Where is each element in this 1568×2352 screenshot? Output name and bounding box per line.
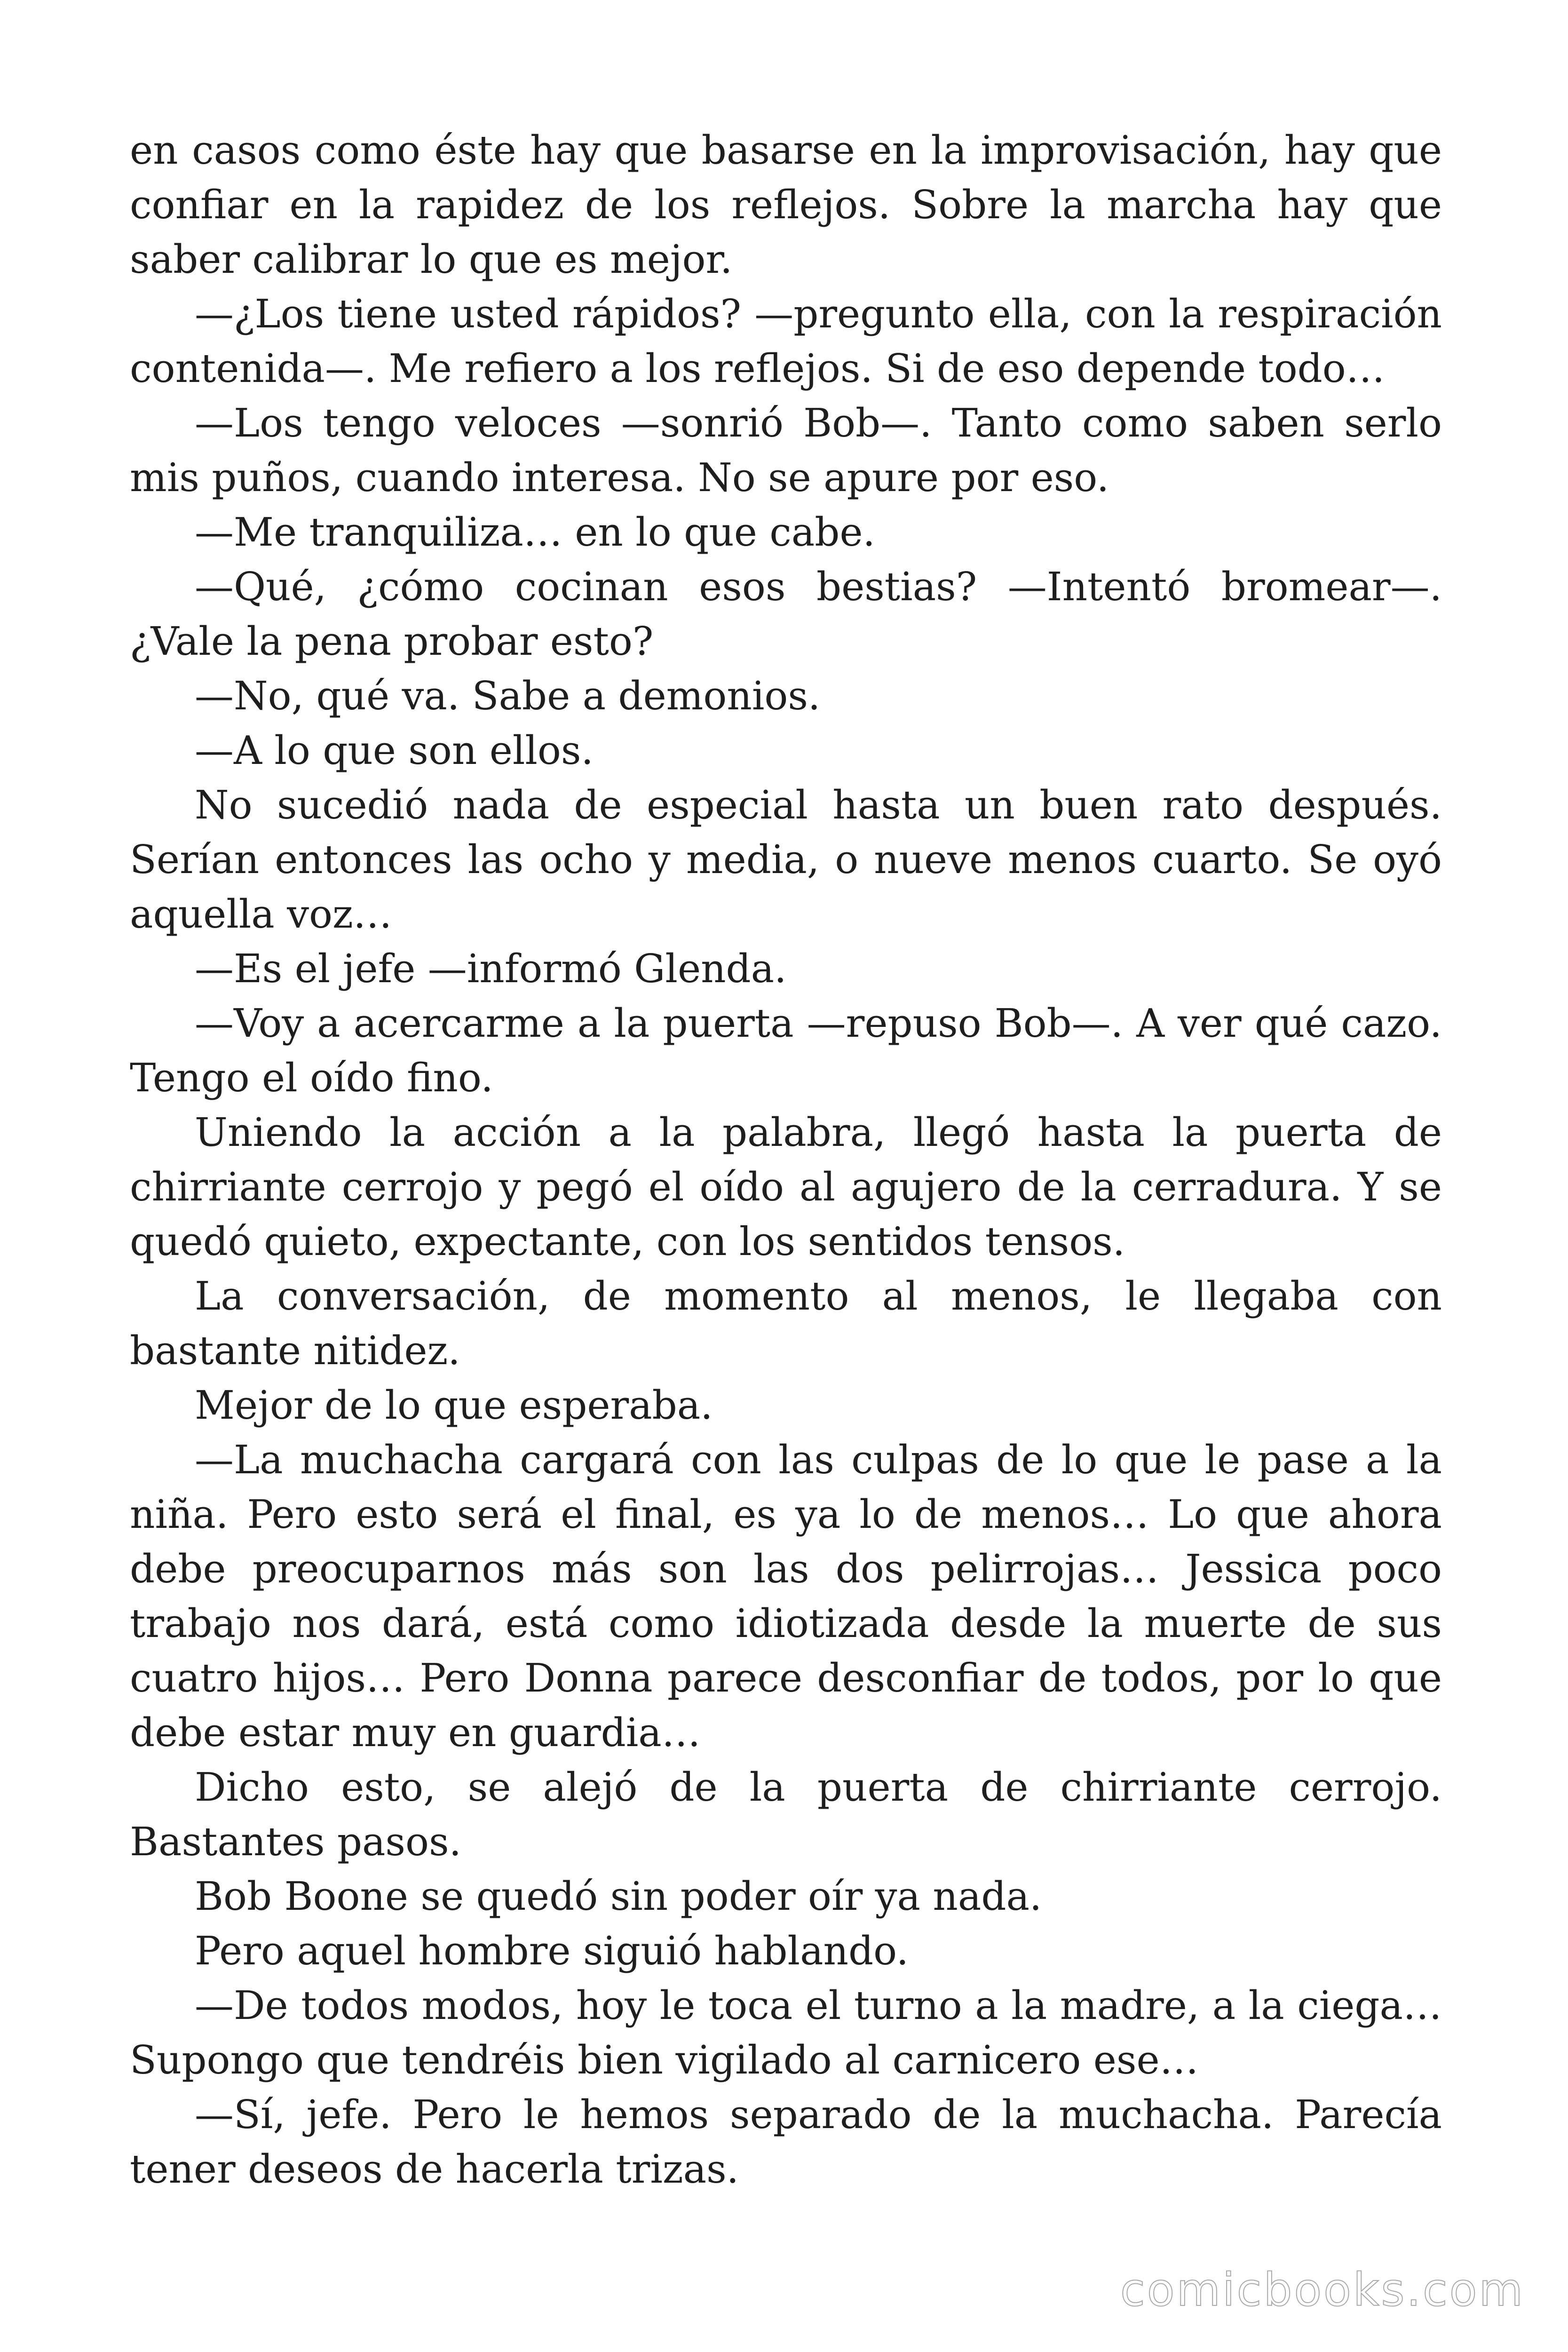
paragraph: Dicho esto, se alejó de la puerta de chirriante cerrojo. Bastantes pasos. [130,1764,1442,1865]
paragraph: —Los tengo veloces —sonrió Bob—. Tanto como saben serlo mis puños, cuando interesa. No se apure por eso. [130,400,1442,501]
paragraph: —¿Los tiene usted rápidos? —pregunto ella, con la respiración contenida—. Me refiero a los reflejos. Si de eso depende todo… [130,291,1442,391]
paragraph: —No, qué va. Sabe a demonios. [195,673,821,719]
paragraph: Mejor de lo que esperaba. [195,1383,713,1428]
paragraph: Uniendo la acción a la palabra, llegó hasta la puerta de chirriante cerrojo y pegó el oído al agujero de la cerradura. Y se quedó quieto, expectante, con los sentidos tensos. [130,1110,1442,1264]
paragraph: —Es el jefe —informó Glenda. [195,946,787,992]
paragraph: Bob Boone se quedó sin poder oír ya nada. [195,1874,1042,1919]
watermark: comicbooks.com [1120,2264,1525,2316]
paragraph: —Qué, ¿cómo cocinan esos bestias? —Intentó bromear—. ¿Vale la pena probar esto? [130,564,1442,664]
page-body-text [130,123,1442,2197]
paragraph: —Voy a acercarme a la puerta —repuso Bob—. A ver qué cazo. Tengo el oído fino. [130,1001,1442,1101]
paragraph: —Me tranquiliza… en lo que cabe. [195,509,875,555]
paragraph: —De todos modos, hoy le toca el turno a la madre, a la ciega… Supongo que tendréis bien vigilado al carnicero ese… [130,1983,1442,2083]
paragraph: —La muchacha cargará con las culpas de lo que le pase a la niña. Pero esto será el final, es ya lo de menos… Lo que ahora debe preocuparnos más son las dos pelirrojas… Jessica poco trabajo nos dará, está como idiotizada desde la muerte de sus cuatro hijos… Pero Donna parece desconfiar de todos, por lo que debe estar muy en guardia… [130,1437,1442,1756]
paragraph: —Sí, jefe. Pero le hemos separado de la muchacha. Parecía tener deseos de hacerla trizas. [130,2092,1442,2192]
paragraph: No sucedió nada de especial hasta un buen rato después. Serían entonces las ocho y media, o nueve menos cuarto. Se oyó aquella voz… [130,782,1442,937]
paragraph: —A lo que son ellos. [195,728,594,773]
paragraph: Pero aquel hombre siguió hablando. [195,1928,909,1974]
paragraph: en casos como éste hay que basarse en la improvisación, hay que confiar en la rapidez de los reflejos. Sobre la marcha hay que saber calibrar lo que es mejor. [130,127,1442,282]
paragraph: La conversación, de momento al menos, le llegaba con bastante nitidez. [130,1273,1442,1374]
